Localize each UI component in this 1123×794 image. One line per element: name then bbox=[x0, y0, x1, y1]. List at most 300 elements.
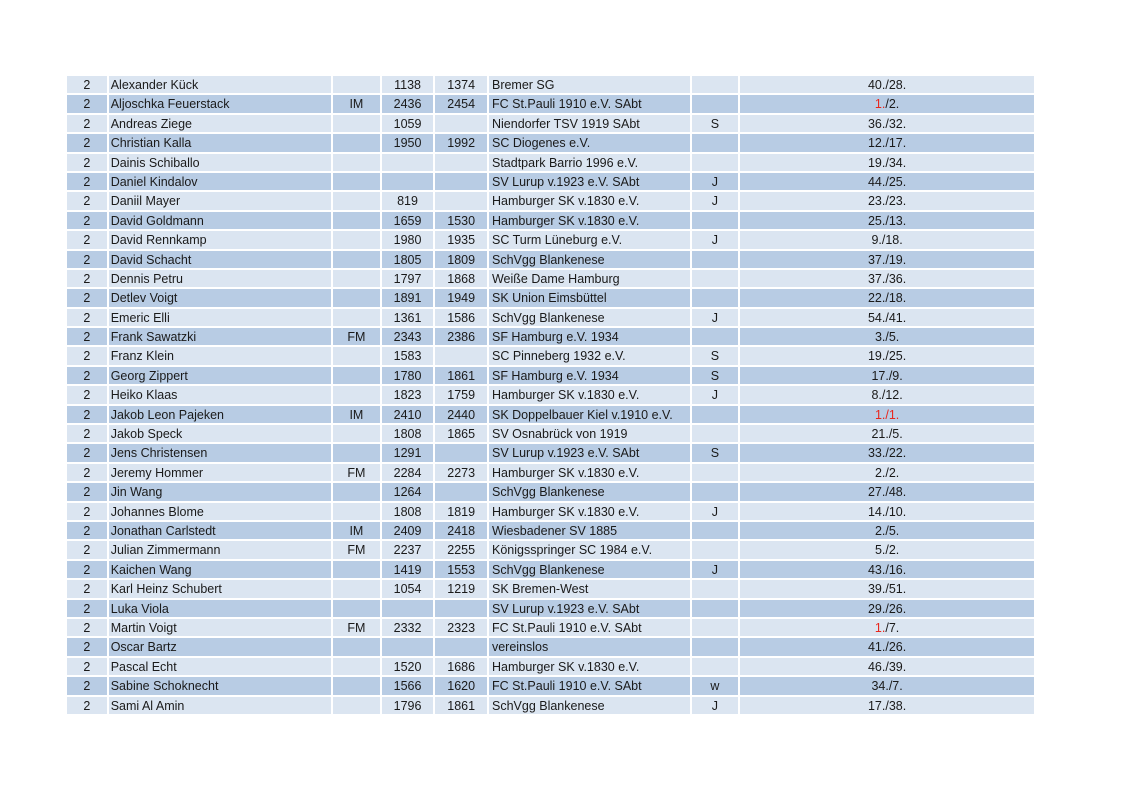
title-cell bbox=[333, 561, 380, 578]
dwz-cell: 2436 bbox=[382, 95, 434, 112]
table-row bbox=[67, 192, 1034, 211]
club-cell: vereinslos bbox=[489, 638, 690, 655]
elo-cell: 1992 bbox=[435, 134, 487, 151]
rank-cell bbox=[740, 95, 1034, 112]
rank-cell: 2./5. bbox=[740, 522, 1034, 539]
category-cell: J bbox=[692, 309, 739, 326]
table-row bbox=[67, 406, 1034, 425]
table-row bbox=[67, 483, 1034, 502]
title-cell bbox=[333, 173, 380, 190]
dwz-cell: 2410 bbox=[382, 406, 434, 423]
club-cell: Niendorfer TSV 1919 SAbt bbox=[489, 115, 690, 132]
rank-cell: 19./34. bbox=[740, 154, 1034, 171]
name-cell: Jakob Speck bbox=[109, 425, 331, 442]
rank-cell: 14./10. bbox=[740, 503, 1034, 520]
rank-highlight: 1. bbox=[874, 620, 886, 635]
name-cell: Johannes Blome bbox=[109, 503, 331, 520]
elo-cell bbox=[435, 192, 487, 209]
club-cell: FC St.Pauli 1910 e.V. SAbt bbox=[489, 619, 690, 636]
elo-cell bbox=[435, 154, 487, 171]
name-cell: Franz Klein bbox=[109, 347, 331, 364]
rank-cell: 19./25. bbox=[740, 347, 1034, 364]
table-row bbox=[67, 134, 1034, 153]
title-cell: FM bbox=[333, 541, 380, 558]
club-cell: Königsspringer SC 1984 e.V. bbox=[489, 541, 690, 558]
elo-cell bbox=[435, 483, 487, 500]
title-cell bbox=[333, 212, 380, 229]
elo-cell bbox=[435, 638, 487, 655]
club-cell: SV Lurup v.1923 e.V. SAbt bbox=[489, 444, 690, 461]
table-row bbox=[67, 561, 1034, 580]
elo-cell: 1553 bbox=[435, 561, 487, 578]
table-row bbox=[67, 638, 1034, 657]
name-cell: Aljoschka Feuerstack bbox=[109, 95, 331, 112]
table-row bbox=[67, 600, 1034, 619]
elo-cell bbox=[435, 347, 487, 364]
rank-cell: 27./48. bbox=[740, 483, 1034, 500]
round-cell: 2 bbox=[67, 541, 107, 558]
table-row bbox=[67, 444, 1034, 463]
dwz-cell: 1808 bbox=[382, 425, 434, 442]
table-row bbox=[67, 76, 1034, 95]
name-cell: Oscar Bartz bbox=[109, 638, 331, 655]
club-cell: Wiesbadener SV 1885 bbox=[489, 522, 690, 539]
club-cell: SchVgg Blankenese bbox=[489, 251, 690, 268]
club-cell: SF Hamburg e.V. 1934 bbox=[489, 367, 690, 384]
category-cell: J bbox=[692, 173, 739, 190]
round-cell: 2 bbox=[67, 425, 107, 442]
round-cell: 2 bbox=[67, 192, 107, 209]
name-cell: David Goldmann bbox=[109, 212, 331, 229]
name-cell: Dainis Schiballo bbox=[109, 154, 331, 171]
elo-cell: 2273 bbox=[435, 464, 487, 481]
rank-rest: /7. bbox=[885, 620, 900, 635]
round-cell: 2 bbox=[67, 154, 107, 171]
category-cell bbox=[692, 638, 739, 655]
title-cell: IM bbox=[333, 406, 380, 423]
title-cell: FM bbox=[333, 328, 380, 345]
club-cell: SchVgg Blankenese bbox=[489, 309, 690, 326]
dwz-cell: 1054 bbox=[382, 580, 434, 597]
rank-cell: 46./39. bbox=[740, 658, 1034, 675]
dwz-cell: 1980 bbox=[382, 231, 434, 248]
category-cell bbox=[692, 76, 739, 93]
elo-cell bbox=[435, 444, 487, 461]
club-cell: SK Bremen-West bbox=[489, 580, 690, 597]
club-cell: Hamburger SK v.1830 e.V. bbox=[489, 212, 690, 229]
dwz-cell: 2237 bbox=[382, 541, 434, 558]
dwz-cell: 1059 bbox=[382, 115, 434, 132]
dwz-cell: 1797 bbox=[382, 270, 434, 287]
name-cell: Martin Voigt bbox=[109, 619, 331, 636]
title-cell bbox=[333, 425, 380, 442]
elo-cell: 1219 bbox=[435, 580, 487, 597]
round-cell: 2 bbox=[67, 328, 107, 345]
club-cell: Hamburger SK v.1830 e.V. bbox=[489, 503, 690, 520]
round-cell: 2 bbox=[67, 173, 107, 190]
elo-cell: 1868 bbox=[435, 270, 487, 287]
category-cell bbox=[692, 328, 739, 345]
round-cell: 2 bbox=[67, 483, 107, 500]
dwz-cell: 1264 bbox=[382, 483, 434, 500]
table-row bbox=[67, 425, 1034, 444]
club-cell: SV Lurup v.1923 e.V. SAbt bbox=[489, 173, 690, 190]
table-row bbox=[67, 289, 1034, 308]
title-cell bbox=[333, 115, 380, 132]
name-cell: Andreas Ziege bbox=[109, 115, 331, 132]
table-row bbox=[67, 677, 1034, 696]
name-cell: Emeric Elli bbox=[109, 309, 331, 326]
elo-cell: 2255 bbox=[435, 541, 487, 558]
category-cell: J bbox=[692, 231, 739, 248]
title-cell bbox=[333, 309, 380, 326]
name-cell: David Rennkamp bbox=[109, 231, 331, 248]
title-cell: FM bbox=[333, 464, 380, 481]
category-cell: J bbox=[692, 697, 739, 714]
club-cell: SV Lurup v.1923 e.V. SAbt bbox=[489, 600, 690, 617]
rank-cell: 39./51. bbox=[740, 580, 1034, 597]
dwz-cell: 1796 bbox=[382, 697, 434, 714]
dwz-cell bbox=[382, 173, 434, 190]
rank-cell: 21./5. bbox=[740, 425, 1034, 442]
category-cell bbox=[692, 580, 739, 597]
dwz-cell: 819 bbox=[382, 192, 434, 209]
rank-highlight: 1. bbox=[874, 97, 886, 112]
club-cell: Bremer SG bbox=[489, 76, 690, 93]
dwz-cell: 1659 bbox=[382, 212, 434, 229]
category-cell bbox=[692, 406, 739, 423]
club-cell: SV Osnabrück von 1919 bbox=[489, 425, 690, 442]
title-cell bbox=[333, 134, 380, 151]
round-cell: 2 bbox=[67, 95, 107, 112]
rank-cell bbox=[740, 406, 1034, 423]
elo-cell bbox=[435, 115, 487, 132]
elo-cell: 1819 bbox=[435, 503, 487, 520]
table-row bbox=[67, 309, 1034, 328]
category-cell bbox=[692, 251, 739, 268]
elo-cell: 1530 bbox=[435, 212, 487, 229]
name-cell: Jens Christensen bbox=[109, 444, 331, 461]
table-row bbox=[67, 697, 1034, 716]
category-cell bbox=[692, 95, 739, 112]
dwz-cell: 1823 bbox=[382, 386, 434, 403]
category-cell bbox=[692, 483, 739, 500]
dwz-cell: 1138 bbox=[382, 76, 434, 93]
round-cell: 2 bbox=[67, 503, 107, 520]
round-cell: 2 bbox=[67, 270, 107, 287]
title-cell bbox=[333, 347, 380, 364]
dwz-cell: 1808 bbox=[382, 503, 434, 520]
elo-cell: 1620 bbox=[435, 677, 487, 694]
round-cell: 2 bbox=[67, 600, 107, 617]
table-row bbox=[67, 503, 1034, 522]
rank-rest: /2. bbox=[885, 97, 900, 112]
category-cell: S bbox=[692, 444, 739, 461]
title-cell: IM bbox=[333, 522, 380, 539]
table-row bbox=[67, 231, 1034, 250]
rank-cell: 37./19. bbox=[740, 251, 1034, 268]
title-cell bbox=[333, 76, 380, 93]
elo-cell: 1686 bbox=[435, 658, 487, 675]
table-row bbox=[67, 154, 1034, 173]
rank-highlight: 1./1. bbox=[874, 407, 900, 422]
category-cell bbox=[692, 541, 739, 558]
club-cell: SchVgg Blankenese bbox=[489, 561, 690, 578]
category-cell: S bbox=[692, 115, 739, 132]
table-row bbox=[67, 580, 1034, 599]
table-row bbox=[67, 619, 1034, 638]
round-cell: 2 bbox=[67, 347, 107, 364]
round-cell: 2 bbox=[67, 561, 107, 578]
rank-cell: 25./13. bbox=[740, 212, 1034, 229]
elo-cell: 1861 bbox=[435, 367, 487, 384]
dwz-cell: 1805 bbox=[382, 251, 434, 268]
club-cell: SchVgg Blankenese bbox=[489, 697, 690, 714]
name-cell: Karl Heinz Schubert bbox=[109, 580, 331, 597]
rank-cell: 23./23. bbox=[740, 192, 1034, 209]
table-row bbox=[67, 464, 1034, 483]
name-cell: Jonathan Carlstedt bbox=[109, 522, 331, 539]
title-cell bbox=[333, 154, 380, 171]
title-cell bbox=[333, 367, 380, 384]
category-cell bbox=[692, 619, 739, 636]
table-row bbox=[67, 251, 1034, 270]
category-cell bbox=[692, 154, 739, 171]
dwz-cell: 1891 bbox=[382, 289, 434, 306]
rank-cell: 40./28. bbox=[740, 76, 1034, 93]
dwz-cell: 1419 bbox=[382, 561, 434, 578]
name-cell: Pascal Echt bbox=[109, 658, 331, 675]
rank-cell bbox=[740, 619, 1034, 636]
name-cell: Jakob Leon Pajeken bbox=[109, 406, 331, 423]
table-row bbox=[67, 270, 1034, 289]
title-cell bbox=[333, 677, 380, 694]
elo-cell bbox=[435, 600, 487, 617]
rank-cell: 17./38. bbox=[740, 697, 1034, 714]
elo-cell: 2440 bbox=[435, 406, 487, 423]
table-row bbox=[67, 173, 1034, 192]
round-cell: 2 bbox=[67, 444, 107, 461]
rank-cell: 5./2. bbox=[740, 541, 1034, 558]
table-row bbox=[67, 367, 1034, 386]
table-row bbox=[67, 522, 1034, 541]
category-cell: J bbox=[692, 503, 739, 520]
category-cell bbox=[692, 658, 739, 675]
rank-cell: 22./18. bbox=[740, 289, 1034, 306]
dwz-cell: 1780 bbox=[382, 367, 434, 384]
table-row bbox=[67, 347, 1034, 366]
dwz-cell: 1566 bbox=[382, 677, 434, 694]
rank-cell: 12./17. bbox=[740, 134, 1034, 151]
title-cell: IM bbox=[333, 95, 380, 112]
dwz-cell: 1291 bbox=[382, 444, 434, 461]
round-cell: 2 bbox=[67, 658, 107, 675]
dwz-cell: 1950 bbox=[382, 134, 434, 151]
elo-cell: 1759 bbox=[435, 386, 487, 403]
title-cell bbox=[333, 658, 380, 675]
elo-cell bbox=[435, 173, 487, 190]
round-cell: 2 bbox=[67, 619, 107, 636]
name-cell: Kaichen Wang bbox=[109, 561, 331, 578]
category-cell: J bbox=[692, 561, 739, 578]
rank-cell: 3./5. bbox=[740, 328, 1034, 345]
dwz-cell: 1361 bbox=[382, 309, 434, 326]
rank-cell: 34./7. bbox=[740, 677, 1034, 694]
dwz-cell: 1520 bbox=[382, 658, 434, 675]
round-cell: 2 bbox=[67, 697, 107, 714]
round-cell: 2 bbox=[67, 464, 107, 481]
category-cell bbox=[692, 600, 739, 617]
title-cell bbox=[333, 638, 380, 655]
elo-cell: 2418 bbox=[435, 522, 487, 539]
title-cell bbox=[333, 231, 380, 248]
club-cell: Hamburger SK v.1830 e.V. bbox=[489, 192, 690, 209]
round-cell: 2 bbox=[67, 115, 107, 132]
round-cell: 2 bbox=[67, 638, 107, 655]
category-cell bbox=[692, 464, 739, 481]
round-cell: 2 bbox=[67, 580, 107, 597]
round-cell: 2 bbox=[67, 231, 107, 248]
table-row bbox=[67, 541, 1034, 560]
round-cell: 2 bbox=[67, 76, 107, 93]
table-row bbox=[67, 386, 1034, 405]
round-cell: 2 bbox=[67, 251, 107, 268]
dwz-cell bbox=[382, 638, 434, 655]
title-cell bbox=[333, 483, 380, 500]
dwz-cell: 1583 bbox=[382, 347, 434, 364]
category-cell bbox=[692, 425, 739, 442]
title-cell bbox=[333, 192, 380, 209]
rank-cell: 44./25. bbox=[740, 173, 1034, 190]
name-cell: David Schacht bbox=[109, 251, 331, 268]
category-cell: w bbox=[692, 677, 739, 694]
name-cell: Sami Al Amin bbox=[109, 697, 331, 714]
rank-cell: 37./36. bbox=[740, 270, 1034, 287]
table-row bbox=[67, 658, 1034, 677]
name-cell: Jeremy Hommer bbox=[109, 464, 331, 481]
title-cell: FM bbox=[333, 619, 380, 636]
category-cell bbox=[692, 212, 739, 229]
name-cell: Alexander Kück bbox=[109, 76, 331, 93]
club-cell: SchVgg Blankenese bbox=[489, 483, 690, 500]
rank-cell: 9./18. bbox=[740, 231, 1034, 248]
title-cell bbox=[333, 270, 380, 287]
club-cell: SC Pinneberg 1932 e.V. bbox=[489, 347, 690, 364]
category-cell: J bbox=[692, 192, 739, 209]
club-cell: SC Diogenes e.V. bbox=[489, 134, 690, 151]
title-cell bbox=[333, 503, 380, 520]
round-cell: 2 bbox=[67, 677, 107, 694]
elo-cell: 1865 bbox=[435, 425, 487, 442]
elo-cell: 1935 bbox=[435, 231, 487, 248]
dwz-cell bbox=[382, 600, 434, 617]
club-cell: SF Hamburg e.V. 1934 bbox=[489, 328, 690, 345]
name-cell: Christian Kalla bbox=[109, 134, 331, 151]
name-cell: Detlev Voigt bbox=[109, 289, 331, 306]
dwz-cell: 2284 bbox=[382, 464, 434, 481]
rank-cell: 29./26. bbox=[740, 600, 1034, 617]
club-cell: FC St.Pauli 1910 e.V. SAbt bbox=[489, 677, 690, 694]
club-cell: Hamburger SK v.1830 e.V. bbox=[489, 386, 690, 403]
title-cell bbox=[333, 600, 380, 617]
rank-cell: 2./2. bbox=[740, 464, 1034, 481]
dwz-cell bbox=[382, 154, 434, 171]
rank-cell: 41./26. bbox=[740, 638, 1034, 655]
name-cell: Frank Sawatzki bbox=[109, 328, 331, 345]
table-row bbox=[67, 115, 1034, 134]
rank-cell: 17./9. bbox=[740, 367, 1034, 384]
club-cell: Hamburger SK v.1830 e.V. bbox=[489, 658, 690, 675]
name-cell: Georg Zippert bbox=[109, 367, 331, 384]
name-cell: Heiko Klaas bbox=[109, 386, 331, 403]
elo-cell: 2323 bbox=[435, 619, 487, 636]
title-cell bbox=[333, 251, 380, 268]
rank-cell: 8./12. bbox=[740, 386, 1034, 403]
name-cell: Jin Wang bbox=[109, 483, 331, 500]
elo-cell: 1861 bbox=[435, 697, 487, 714]
rank-cell: 43./16. bbox=[740, 561, 1034, 578]
table-row bbox=[67, 212, 1034, 231]
rank-cell: 33./22. bbox=[740, 444, 1034, 461]
table-row bbox=[67, 328, 1034, 347]
name-cell: Daniil Mayer bbox=[109, 192, 331, 209]
elo-cell: 1374 bbox=[435, 76, 487, 93]
round-cell: 2 bbox=[67, 289, 107, 306]
dwz-cell: 2343 bbox=[382, 328, 434, 345]
club-cell: Stadtpark Barrio 1996 e.V. bbox=[489, 154, 690, 171]
round-cell: 2 bbox=[67, 134, 107, 151]
category-cell: S bbox=[692, 367, 739, 384]
name-cell: Dennis Petru bbox=[109, 270, 331, 287]
elo-cell: 1586 bbox=[435, 309, 487, 326]
round-cell: 2 bbox=[67, 386, 107, 403]
name-cell: Daniel Kindalov bbox=[109, 173, 331, 190]
club-cell: SC Turm Lüneburg e.V. bbox=[489, 231, 690, 248]
category-cell bbox=[692, 270, 739, 287]
title-cell bbox=[333, 386, 380, 403]
round-cell: 2 bbox=[67, 522, 107, 539]
category-cell bbox=[692, 522, 739, 539]
rank-cell: 54./41. bbox=[740, 309, 1034, 326]
club-cell: SK Doppelbauer Kiel v.1910 e.V. bbox=[489, 406, 690, 423]
title-cell bbox=[333, 289, 380, 306]
name-cell: Sabine Schoknecht bbox=[109, 677, 331, 694]
category-cell: J bbox=[692, 386, 739, 403]
category-cell: S bbox=[692, 347, 739, 364]
participant-table bbox=[67, 76, 1034, 716]
elo-cell: 2386 bbox=[435, 328, 487, 345]
club-cell: FC St.Pauli 1910 e.V. SAbt bbox=[489, 95, 690, 112]
dwz-cell: 2409 bbox=[382, 522, 434, 539]
title-cell bbox=[333, 444, 380, 461]
name-cell: Luka Viola bbox=[109, 600, 331, 617]
round-cell: 2 bbox=[67, 406, 107, 423]
club-cell: Weiße Dame Hamburg bbox=[489, 270, 690, 287]
title-cell bbox=[333, 580, 380, 597]
category-cell bbox=[692, 134, 739, 151]
round-cell: 2 bbox=[67, 309, 107, 326]
name-cell: Julian Zimmermann bbox=[109, 541, 331, 558]
elo-cell: 1949 bbox=[435, 289, 487, 306]
dwz-cell: 2332 bbox=[382, 619, 434, 636]
rank-cell: 36./32. bbox=[740, 115, 1034, 132]
club-cell: SK Union Eimsbüttel bbox=[489, 289, 690, 306]
title-cell bbox=[333, 697, 380, 714]
club-cell: Hamburger SK v.1830 e.V. bbox=[489, 464, 690, 481]
table-row bbox=[67, 95, 1034, 114]
round-cell: 2 bbox=[67, 367, 107, 384]
round-cell: 2 bbox=[67, 212, 107, 229]
